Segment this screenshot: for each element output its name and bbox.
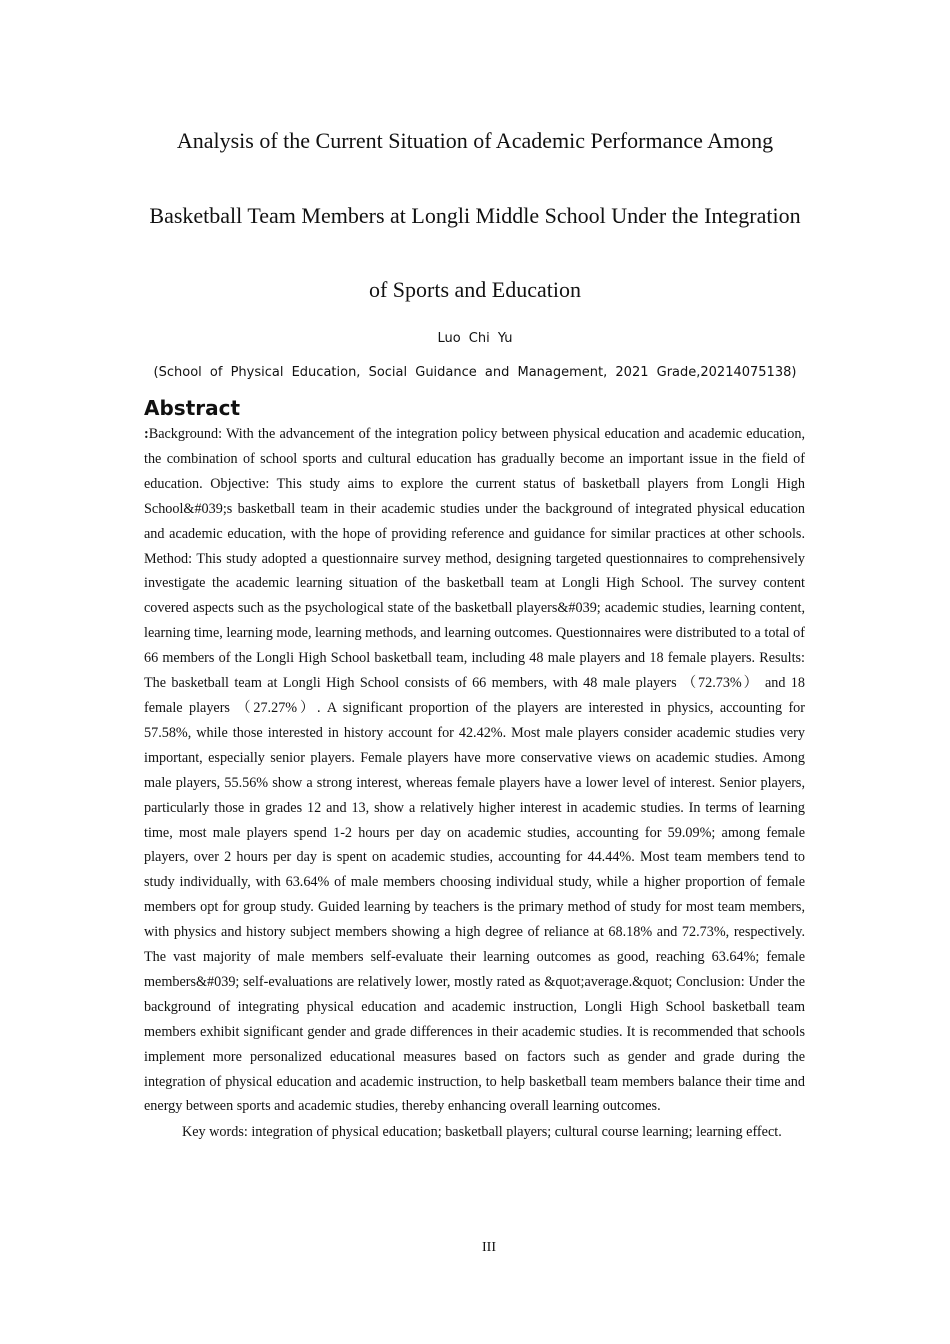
abstract-body: [144, 422, 805, 1119]
author-name: Luo Chi Yu: [437, 331, 513, 346]
author-affiliation: (School of Physical Education, Social Guidance and Management, 2021 Grade,20214075138): [153, 365, 797, 380]
paper-title-line-2: Basketball Team Members at Longli Middle School Under the Integration: [149, 203, 801, 228]
keywords-line: Key words: integration of physical education; basketball players; cultural course learning; learning effect.: [182, 1124, 782, 1140]
paper-title-line-3: of Sports and Education: [368, 277, 582, 302]
page-number: III: [482, 1240, 496, 1255]
abstract-lead-colon: :: [144, 426, 149, 442]
paper-title-line-1: Analysis of the Current Situation of Academic Performance Among: [176, 128, 774, 153]
abstract-text: Background: With the advancement of the integration policy between physical education and academic education, the combination of school sports and cultural education has gradually become an important issue in the field of education. Objective: This study aims to explore the current status of basketball players from Longli High School&#039;s basketball team in their academic studies under the background of integrated physical education and academic education, with the hope of providing reference and guidance for similar practices at other schools. Method: This study adopted a questionnaire survey method, designing targeted questionnaires to comprehensively investigate the academic learning situation of the basketball team at Longli High School. The survey content covered aspects such as the psychological state of the basketball players&#039; academic studies, learning content, learning time, learning mode, learning methods, and learning outcomes. Questionnaires were distributed to a total of 66 members of the Longli High School basketball team, including 48 male players and 18 female players. Results: The basketball team at Longli High School consists of 66 members, with 48 male players （72.73%） and 18 female players （27.27%）. A significant proportion of the players are interested in physics, accounting for 57.58%, while those interested in history account for 42.42%. Most male players consider academic studies very important, especially senior players. Female players have more conservative views on academic studies. Among male players, 55.56% show a strong interest, whereas female players have a lower level of interest. Senior players, particularly those in grades 12 and 13, show a relatively higher interest in academic studies. In terms of learning time, most male players spend 1-2 hours per day on academic studies, accounting for 59.09%; among female players, over 2 hours per day is spent on academic studies, accounting for 44.44%. Most team members tend to study individually, with 63.64% of male members choosing individual study, while a higher proportion of female members opt for group study. Guided learning by teachers is the primary method of study for most team members, with physics and history subject members showing a high degree of reliance at 68.18% and 72.73%, respectively. The vast majority of male members self-evaluate their learning outcomes as good, reaching 63.64%; female members&#039; self-evaluations are relatively lower, mostly rated as &quot;average.&quot; Conclusion: Under the background of integrating physical education and academic instruction, Longli High School basketball team members exhibit significant gender and grade differences in their academic studies. It is recommended that schools implement more personalized educational measures based on factors such as gender and grade during the integration of physical education and academic instruction, to help basketball team members balance their time and energy between sports and academic studies, thereby enhancing overall learning outcomes.: [144, 426, 805, 1115]
abstract-heading: Abstract: [144, 396, 241, 420]
